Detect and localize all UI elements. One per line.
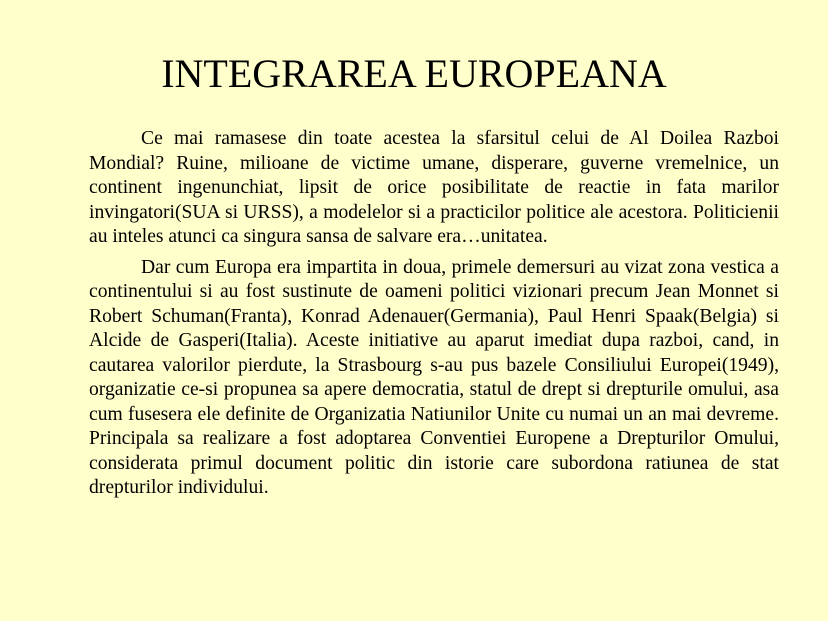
slide-body <box>89 127 779 507</box>
slide-title: INTEGRAREA EUROPEANA <box>161 51 667 96</box>
paragraph-2: Dar cum Europa era impartita in doua, primele demersuri au vizat zona vestica a continentului si au fost sustinute de oameni politici vizionari precum Jean Monnet si Robert Schuman(Franta), Konrad Adenauer(Germania), Paul Henri Spaak(Belgia) si Alcide de Gasperi(Italia). Aceste initiative au aparut imediat dupa razboi, cand, in cautarea valorilor pierdute, la Strasbourg s-au pus bazele Consiliului Europei(1949), organizatie ce-si propunea sa apere democratia, statul de drept si drepturile omului, asa cum fusesera ele definite de Organizatia Natiunilor Unite cu numai un an mai devreme. Principala sa realizare a fost adoptarea Conventiei Europene a Drepturilor Omului, considerata primul document politic din istorie care subordona ratiunea de stat drepturilor individului. <box>89 256 779 498</box>
paragraph-1: Ce mai ramasese din toate acestea la sfarsitul celui de Al Doilea Razboi Mondial? Ruine, milioane de victime umane, disperare, guverne vremelnice, un continent ingenunchiat, lipsit de orice posibilitate de reactie in fata marilor invingatori(SUA si URSS), a modelelor si a practicilor politice ale acestora. Politicienii au inteles atunci ca singura sansa de salvare era…unitatea. <box>89 128 779 247</box>
